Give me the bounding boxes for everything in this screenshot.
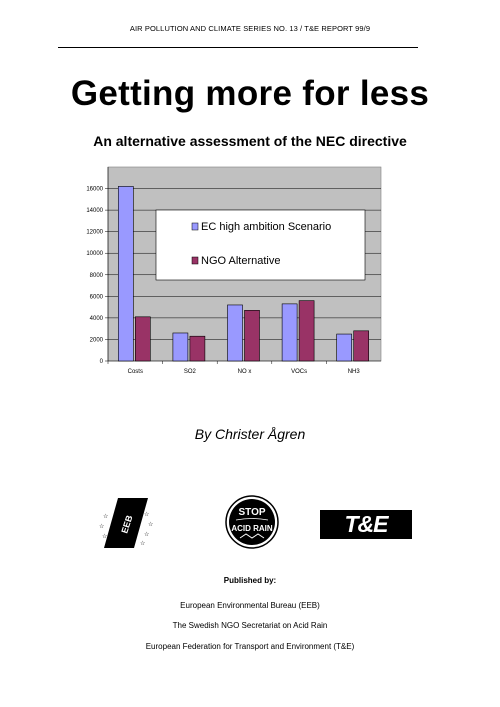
y-tick-label: 0 (99, 359, 103, 365)
y-tick-label: 14000 (86, 208, 103, 215)
emissions-bar-chart (78, 162, 388, 382)
y-tick-label: 8000 (89, 272, 103, 279)
eeb-logo-text: EEB (119, 513, 135, 535)
bar-ec (228, 305, 243, 361)
legend-label: EC high ambition Scenario (201, 221, 332, 233)
report-subtitle: An alternative assessment of the NEC directive (93, 133, 407, 149)
bar-ngo (354, 331, 369, 361)
bar-ec (337, 334, 352, 361)
x-tick-label: NH3 (347, 369, 360, 375)
x-tick-label: VOCs (291, 369, 308, 375)
svg-text:☆: ☆ (109, 541, 115, 547)
bar-ec (173, 333, 188, 361)
published-label: Published by: (223, 576, 277, 585)
y-tick-label: 16000 (86, 186, 103, 193)
y-tick-label: 2000 (89, 337, 103, 344)
bar-ec (282, 304, 297, 361)
svg-text:☆: ☆ (102, 534, 108, 540)
bar-ngo (245, 310, 260, 361)
y-tick-label: 10000 (86, 251, 103, 258)
acid-rain-logo-text: ACID RAIN (231, 524, 273, 533)
logo-row (0, 490, 500, 560)
svg-text:☆: ☆ (144, 532, 150, 538)
stop-logo-text: STOP (238, 507, 266, 518)
bar-ec (118, 186, 133, 361)
author-line: By Christer Ågren (194, 426, 306, 442)
svg-text:☆: ☆ (103, 514, 109, 520)
legend-swatch (192, 223, 198, 230)
bar-ngo (190, 336, 205, 361)
te-logo: T&E (320, 510, 412, 539)
publisher-eeb: European Environmental Bureau (EEB) (180, 601, 320, 610)
y-tick-label: 4000 (89, 315, 103, 322)
svg-text:☆: ☆ (144, 512, 150, 518)
svg-text:☆: ☆ (148, 522, 154, 528)
eeb-logo (96, 490, 156, 552)
svg-text:☆: ☆ (99, 524, 105, 530)
x-tick-label: NO x (237, 369, 252, 375)
y-tick-label: 6000 (89, 294, 103, 301)
bar-ngo (135, 317, 150, 361)
publisher-acid-rain: The Swedish NGO Secretariat on Acid Rain (172, 621, 328, 630)
legend-swatch (192, 257, 198, 264)
publisher-te: European Federation for Transport and Environment (T&E) (145, 642, 355, 651)
legend-label: NGO Alternative (201, 255, 281, 267)
report-title: Getting more for less (70, 74, 430, 113)
x-tick-label: SO2 (183, 369, 196, 375)
y-tick-label: 12000 (86, 229, 103, 236)
header-rule (58, 47, 418, 48)
x-tick-label: Costs (127, 369, 143, 375)
stop-acid-rain-logo (224, 490, 280, 552)
series-header: AIR POLLUTION AND CLIMATE SERIES NO. 13 / T&E REPORT 99/9 (129, 24, 371, 33)
svg-text:☆: ☆ (140, 541, 146, 547)
bar-ngo (299, 301, 314, 361)
